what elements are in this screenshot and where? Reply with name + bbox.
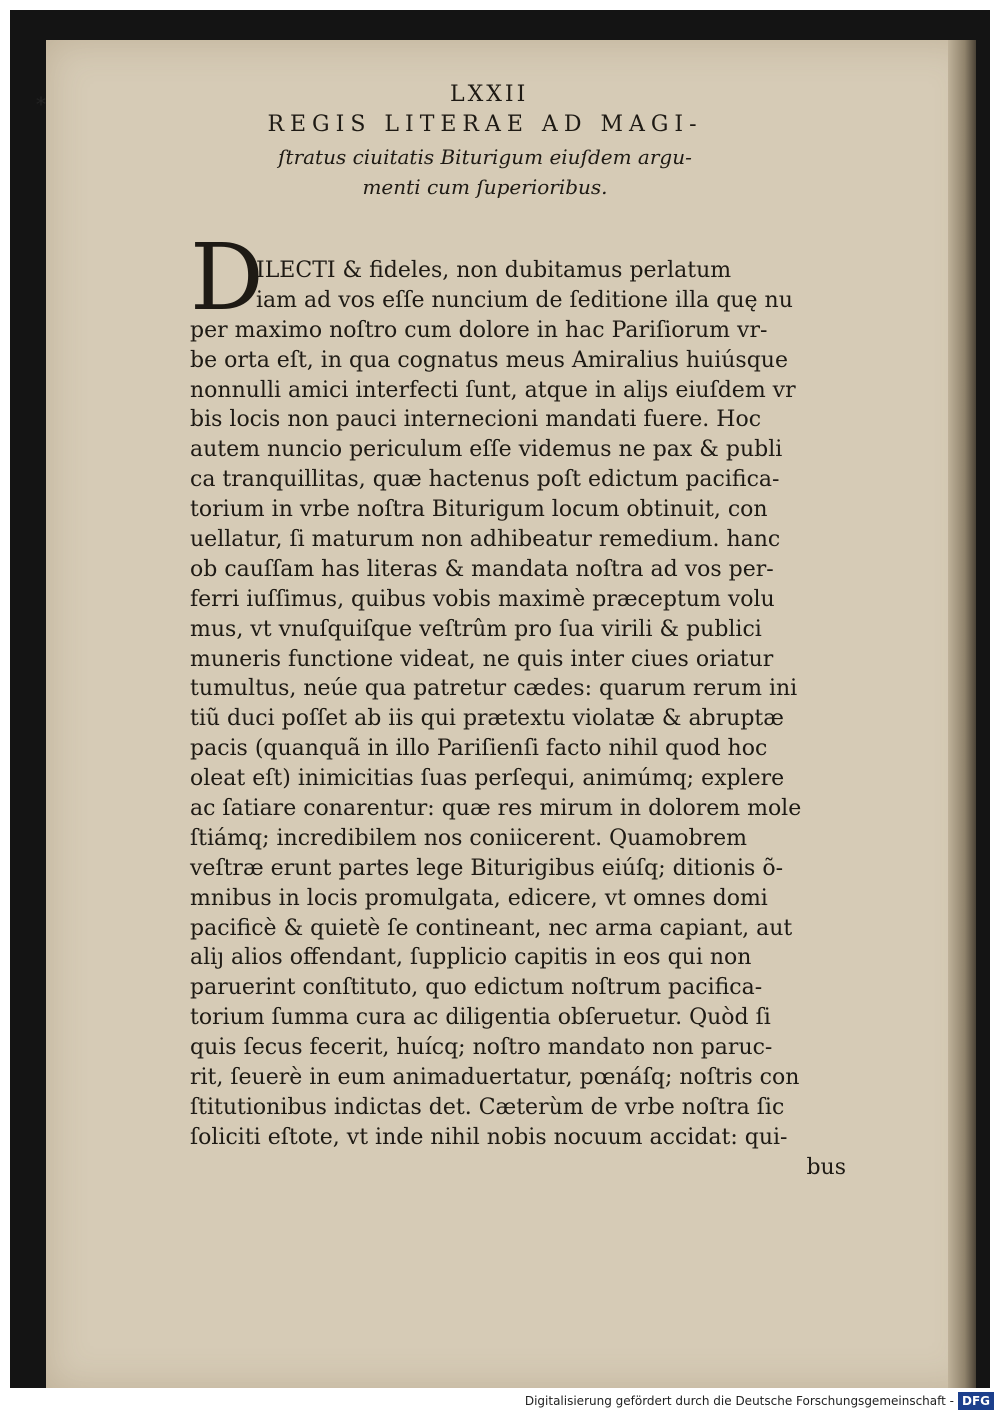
- text-line: ferri iuſſimus, quibus vobis maximè præceptum volu: [190, 586, 775, 612]
- text-line: mus, vt vnuſquiſque veſtrûm pro ſua virili & publici: [190, 616, 762, 642]
- text-line: aliȷ alios offendant, ſupplicio capitis in eos qui non: [190, 945, 752, 971]
- text-line: paruerint conſtituto, quo edictum noſtrum pacifica-: [190, 975, 763, 1001]
- text-line: per maximo noſtro cum dolore in hac Pariſiorum vr-: [190, 317, 768, 343]
- text-line: nonnulli amici interfecti ſunt, atque in aliȷs eiuſdem vr: [190, 377, 796, 403]
- text-line: ſtitutionibus indictas det. Cæterùm de vrbe noſtra ſic: [190, 1094, 785, 1120]
- heading-caps-line: REGIS LITERAE AD MAGI-: [267, 112, 703, 137]
- text-line: ſtiámq; incredibilem nos coniicerent. Quamobrem: [190, 825, 747, 851]
- text-line: pacificè & quietè ſe contineant, nec arma capiant, aut: [190, 915, 793, 941]
- text-line: pacis (quanquã in illo Pariſienſi facto nihil quod hoc: [190, 736, 768, 762]
- text-line: iam ad vos eſſe nuncium de ſeditione illa quę nu: [256, 287, 793, 313]
- text-line: quis ſecus fecerit, huícq; noſtro mandato non paruc-: [190, 1035, 773, 1061]
- text-line: uellatur, ſi maturum non adhibeatur remedium. hanc: [190, 527, 781, 553]
- text-line: muneris functione videat, ne quis inter ciues oriatur: [190, 646, 774, 672]
- digitization-footer: [0, 1388, 1000, 1416]
- heading-italic-line: ſtratus ciuitatis Biturigum eiuſdem argu-: [278, 145, 692, 169]
- text-line: tiũ duci poſſet ab iis qui prætextu violatæ & abruptæ: [190, 706, 784, 732]
- catchword: bus: [806, 1154, 846, 1180]
- text-line: mnibus in locis promulgata, edicere, vt omnes domi: [190, 885, 768, 911]
- letter-heading: [215, 108, 755, 202]
- funding-credit: Digitalisierung gefördert durch die Deutsche Forschungsgemeinschaft -: [524, 1394, 954, 1408]
- letter-body: [190, 256, 846, 1183]
- text-line: torium ſumma cura ac diligentia obſeruetur. Quòd ſi: [190, 1005, 771, 1031]
- text-line: autem nuncio periculum eſſe videmus ne pax & publi: [190, 437, 783, 463]
- text-line: ob cauſſam has literas & mandata noſtra ad vos per-: [190, 556, 774, 582]
- text-line: be orta eſt, in qua cognatus meus Amiralius huiúsque: [190, 347, 788, 373]
- text-line: torium in vrbe noſtra Biturigum locum obtinuit, con: [190, 497, 768, 523]
- text-line: bis locis non pauci internecioni mandati fuere. Hoc: [190, 407, 762, 433]
- text-line: veſtræ erunt partes lege Biturigibus eiúſq; ditionis õ-: [190, 855, 784, 881]
- dfg-logo[interactable]: DFG: [958, 1392, 994, 1410]
- drop-cap-initial: D: [190, 224, 264, 331]
- text-line: ac ſatiare conarentur: quæ res mirum in dolorem mole: [190, 796, 802, 822]
- text-line: tumultus, neúe qua patretur cædes: quarum rerum ini: [190, 676, 798, 702]
- text-line: ſoliciti eſtote, vt inde nihil nobis nocuum accidat: qui-: [190, 1124, 788, 1150]
- marginal-mark: *: [36, 92, 46, 116]
- heading-italic-line: menti cum ſuperioribus.: [362, 175, 608, 199]
- folio-number: LXXII: [450, 82, 529, 107]
- text-line: oleat eſt) inimicitias ſuas perſequi, animúmq; explere: [190, 766, 785, 792]
- text-line: ILECTI & fideles, non dubitamus perlatum: [256, 258, 732, 283]
- page-edge: [948, 40, 976, 1390]
- text-line: ca tranquillitas, quæ hactenus poſt edictum pacifica-: [190, 467, 780, 493]
- text-line: rit, ſeuerè in eum animaduertatur, pœnáſq; noſtris con: [190, 1065, 800, 1091]
